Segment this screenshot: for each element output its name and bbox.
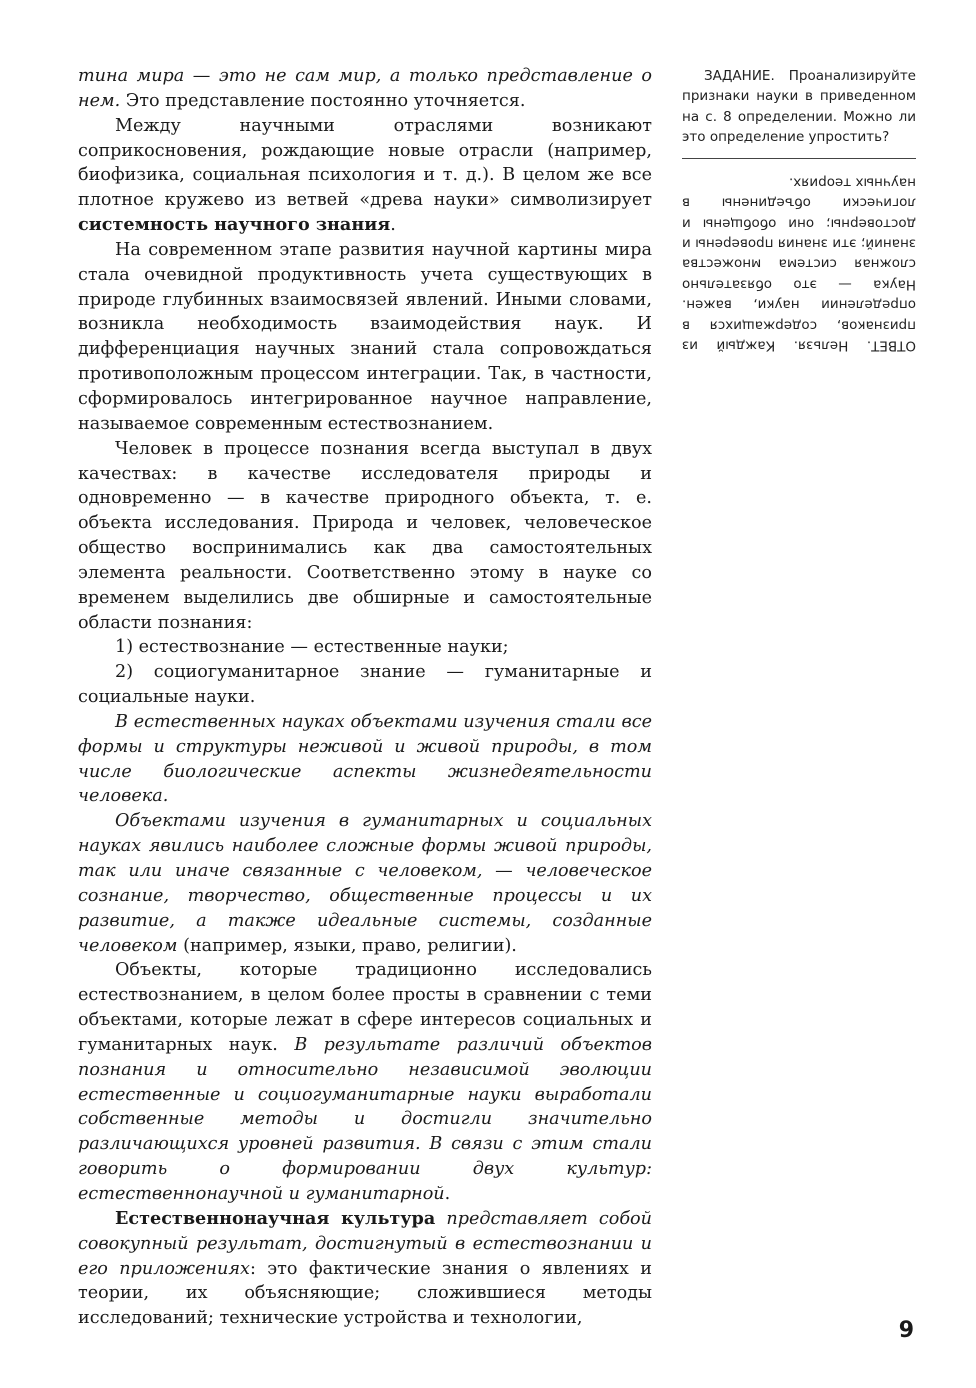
- task-text: ЗАДАНИЕ. Проанализируйте признаки науки в приведенном на с. 8 определении. Можно ли это определение упростить?: [682, 68, 916, 146]
- task-sidebar: [682, 66, 916, 148]
- paragraph: Человек в процессе познания всегда выступал в двух качествах: в качестве исследователя природы и одновременно — в качестве природного объекта, т. е. объекта исследования. Природа и человек, человеческое общество воспринимались как два самостоятельных элемента реальности. Соответственно этому в науке со временем выделились две обширные и самостоятельные области познания:: [78, 438, 652, 633]
- paragraph: [78, 64, 652, 114]
- italic-text: тина мира — это не сам мир, а только представление о нем.: [78, 66, 652, 111]
- text: : это фактические знания о явлениях и теории, их объясняющие; сложившиеся методы исследований; технические устройства и технологии,: [78, 1258, 652, 1329]
- paragraph: [78, 958, 652, 1206]
- paragraph: [78, 710, 652, 809]
- text: Объекты, которые традиционно исследовались естествознанием, в целом более просты в сравнении с теми объектами, которые лежат в сфере интересов социальных и гуманитарных наук.: [78, 960, 652, 1055]
- bold-term: Естественнонаучная культура: [115, 1207, 436, 1229]
- italic-text: Объектами изучения в гуманитарных и социальных науках явились наиболее сложные формы живой природы, так или иначе связанные с человеком, — человеческое сознание, творчество, общественные процессы и их развитие, а также идеальные системы, созданные человеком: [78, 811, 652, 956]
- page-number: 9: [898, 1318, 914, 1343]
- bold-term: системность научного знания: [78, 214, 391, 236]
- paragraph: [78, 809, 652, 958]
- main-text-column: [78, 64, 652, 1331]
- list-item: 2) социогуманитарное знание — гуманитарные и социальные науки.: [78, 662, 652, 708]
- list-item: 1) естествознание — естественные науки;: [115, 637, 509, 658]
- italic-text: представляет собой совокупный результат, достигнутый в естествознании и его приложениях: [78, 1208, 652, 1279]
- text: (например, языки, право, религии).: [177, 935, 517, 956]
- sidebar-divider: [682, 158, 916, 159]
- italic-text: В результате различий объектов познания и относительно независимой эволюции естественные и социогуманитарные науки выработали собственные методы и достигли значительно различающихся уровней развития. В связи с этим стали говорить о формировании двух культур: естественнонаучной и гуманитарной: [78, 1034, 652, 1204]
- paragraph: [78, 114, 652, 238]
- italic-text: В естественных науках объектами изучения стали все формы и структуры неживой и живой природы, в том числе биологические аспекты жизнедеятельности человека.: [78, 711, 652, 807]
- answer-sidebar-upside-down: [682, 172, 916, 356]
- text: Это представление постоянно уточняется.: [120, 90, 526, 111]
- paragraph: На современном этапе развития научной картины мира стала очевидной продуктивность учета существующих в природе глубинных взаимосвязей явлений. Иными словами, возникла необходимость взаимодействия наук. И дифференциация научных знаний стала сопровождаться противоположным процессом интеграции. Так, в частности, сформировалось интегрированное научное направление, называемое современным естествознанием.: [78, 239, 652, 434]
- text: .: [444, 1183, 451, 1204]
- text: .: [390, 215, 396, 236]
- paragraph: [78, 1207, 652, 1331]
- answer-text: ОТВЕТ. Нельзя. Каждый из признаков, содержащихся в определении науки, важен. Наука — это обязательно сложная система множества знаний; эти знания проверены и достоверны; они обобщены и логически объединены в научных теориях.: [682, 174, 916, 354]
- text: Между научными отраслями возникают соприкосновения, рождающие новые отрасли (например, биофизика, социальная психология и т. д.). В целом же все плотное кружево из ветвей «древа науки» символизирует: [78, 115, 652, 211]
